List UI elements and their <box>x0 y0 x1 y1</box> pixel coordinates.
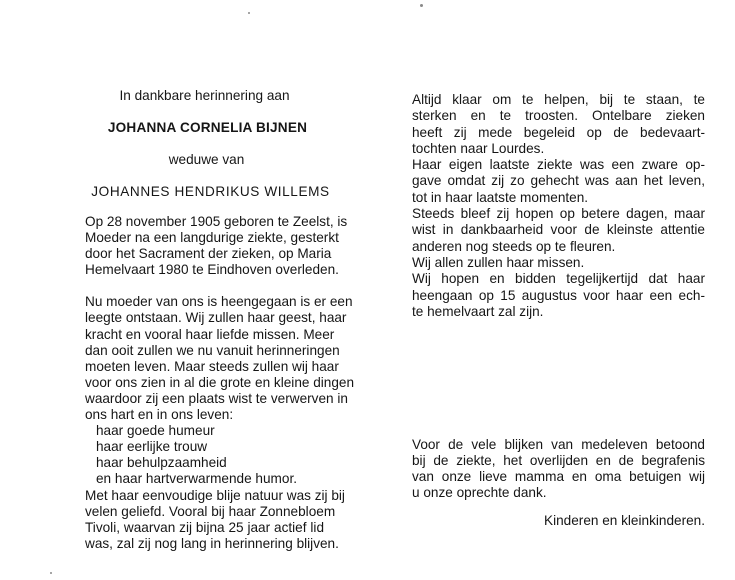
text-line: anderen nog steeds op te fleuren. <box>412 238 616 254</box>
text-line: gave omdat zij zo gehecht was aan het leven, <box>412 173 705 189</box>
quality-line: haar goede humeur <box>96 423 215 439</box>
text-line: Met haar eenvoudige blije natuur was zij bij <box>85 487 345 503</box>
text-line: van onze lieve mamma en oma betuigen wij <box>412 469 705 485</box>
text-line: Altijd klaar om te helpen, bij te staan, te <box>412 92 705 107</box>
text-line: tochten naar Lourdes. <box>412 140 545 156</box>
text-line: Haar eigen laatste ziekte was een zware op- <box>412 157 705 173</box>
text-line: heeft zij mede begeleid op de bedevaart- <box>412 124 705 140</box>
text-line: moeten leven. Maar steeds zullen wij haar <box>85 358 339 374</box>
text-line: Wij hopen en bidden tegelijkertijd dat haar <box>412 271 705 287</box>
thanks-paragraph <box>412 437 705 501</box>
text-line: heengaan op 15 augustus voor haar een ech- <box>412 287 705 303</box>
relation-line: weduwe van <box>168 152 245 167</box>
deceased-name: JOHANNA CORNELIA BIJNEN <box>107 120 308 135</box>
signoff: Kinderen en kleinkinderen. <box>544 513 705 528</box>
text-line: door het Sacrament der zieken, op Maria <box>85 246 332 262</box>
text-line: bij de ziekte, het overlijden en de begrafenis <box>412 453 705 469</box>
text-line: Op 28 november 1905 geboren te Zeelst, is <box>85 214 348 229</box>
text-line: was, zal zij nog lang in herinnering blijven. <box>85 535 339 551</box>
left-column <box>85 88 355 552</box>
text-line: Moeder na een langdurige ziekte, gesterkt <box>85 230 339 246</box>
text-line: Tivoli, waarvan zij bijna 25 jaar actief lid <box>85 519 324 535</box>
text-line: te hemelvaart zal zijn. <box>412 303 544 319</box>
text-line: Nu moeder van ons is heengegaan is er een <box>85 294 353 310</box>
husband-name: JOHANNES HENDRIKUS WILLEMS <box>91 184 330 199</box>
quality-line: haar eerlijke trouw <box>96 439 208 455</box>
birth-death-paragraph <box>85 214 348 278</box>
text-line: Hemelvaart 1980 te Eindhoven overleden. <box>85 262 339 278</box>
quality-line: en haar hartverwarmende humor. <box>96 471 297 487</box>
text-line: Wij allen zullen haar missen. <box>412 254 585 270</box>
text-line: Voor de vele blijken van medeleven betoond <box>412 437 705 452</box>
print-speck <box>248 12 250 14</box>
text-line: waardoor zij een plaats wist te verwerven in <box>85 390 348 406</box>
text-line: dan ooit zullen we nu vanuit herinneringen <box>85 342 340 358</box>
intro-line: In dankbare herinnering aan <box>119 88 290 103</box>
text-line: velen geliefd. Vooral bij haar Zonnebloem <box>85 503 336 519</box>
text-line: wist in dankbaarheid voor de kleinste attentie <box>412 222 705 238</box>
helping-paragraph <box>412 92 705 320</box>
text-line: voor ons zien in al die grote en kleine dingen <box>85 374 355 390</box>
right-column <box>412 92 705 320</box>
text-line: leegte ontstaan. Wij zullen haar geest, haar <box>85 310 347 326</box>
text-line: sterken en te troosten. Ontelbare zieken <box>412 108 705 124</box>
text-line: ons hart en in ons leven: <box>85 407 234 423</box>
text-line: Steeds bleef zij hopen op betere dagen, maar <box>412 206 705 222</box>
remembrance-paragraph <box>85 294 355 552</box>
text-line: kracht en vooral haar liefde missen. Meer <box>85 326 335 342</box>
text-line: u onze oprechte dank. <box>412 485 547 501</box>
print-speck <box>420 4 423 7</box>
quality-line: haar behulpzaamheid <box>96 455 227 471</box>
text-line: tot in haar laatste momenten. <box>412 189 589 205</box>
print-speck <box>50 572 52 574</box>
